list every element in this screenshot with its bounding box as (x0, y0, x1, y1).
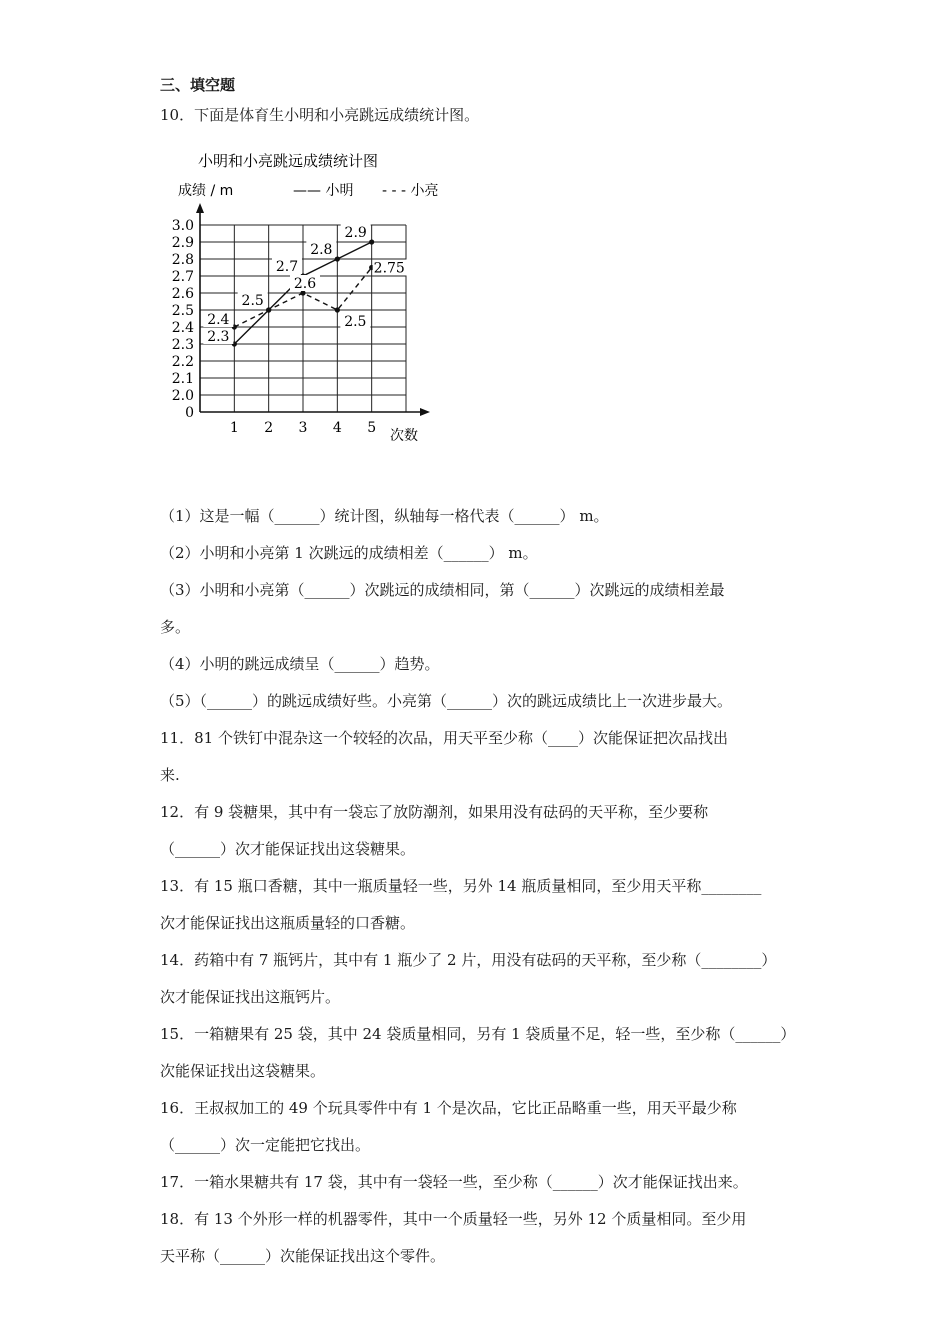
question-18-cont: 天平称（______）次能保证找出这个零件。 (160, 1247, 446, 1265)
question-10-4: （4）小明的跳远成绩呈（______）趋势。 (160, 655, 440, 673)
x-tick-label: 2 (264, 420, 274, 436)
question-18: 18．有 13 个外形一样的机器零件，其中一个质量轻一些，另外 12 个质量相同。至少用 (160, 1210, 747, 1228)
data-point (266, 307, 271, 312)
question-17: 17．一箱水果糖共有 17 袋，其中有一袋轻一些，至少称（______）次才能保证找出来。 (160, 1173, 748, 1191)
question-10-3-cont: 多。 (160, 618, 191, 636)
data-label: 2.3 (207, 329, 230, 345)
question-12-cont: （______）次才能保证找出这袋糖果。 (160, 840, 416, 858)
chart-title: 小明和小亮跳远成绩统计图 (197, 152, 379, 170)
y-tick-label: 2.1 (171, 371, 194, 387)
x-axis-arrow (420, 408, 430, 416)
chart-x-label: 次数 (390, 428, 418, 444)
y-axis-arrow (196, 203, 204, 213)
chart-legend-solid: —— 小明 (293, 183, 354, 199)
section-title: 三、填空题 (160, 76, 236, 94)
x-tick-label: 3 (298, 420, 308, 436)
question-13: 13．有 15 瓶口香糖，其中一瓶质量轻一些，另外 14 瓶质量相同，至少用天平称________ (160, 877, 762, 895)
question-10-3: （3）小明和小亮第（______）次跳远的成绩相同，第（______）次跳远的成绩相差最 (160, 581, 725, 599)
data-label: 2.7 (275, 259, 299, 275)
chart-y-label: 成绩 / m (178, 183, 234, 199)
long-jump-line-chart (160, 140, 460, 460)
y-tick-label: 2.4 (171, 320, 194, 336)
question-16: 16．王叔叔加工的 49 个玩具零件中有 1 个是次品，它比正品略重一些，用天平最少称 (160, 1099, 737, 1117)
x-tick-label: 5 (367, 420, 377, 436)
data-label: 2.9 (344, 225, 367, 241)
question-11: 11．81 个铁钉中混杂这一个较轻的次品，用天平至少称（____）次能保证把次品找出 (160, 729, 728, 747)
data-label: 2.6 (293, 276, 317, 292)
y-tick-label: 0 (185, 405, 194, 421)
question-15: 15．一箱糖果有 25 袋，其中 24 袋质量相同，另有 1 袋质量不足，轻一些，至少称（______） (160, 1025, 796, 1043)
data-label: 2.8 (310, 242, 333, 258)
data-label: 2.4 (207, 312, 230, 328)
y-tick-label: 2.9 (171, 235, 194, 251)
x-tick-label: 4 (332, 420, 342, 436)
question-12: 12．有 9 袋糖果，其中有一袋忘了放防潮剂，如果用没有砝码的天平称，至少要称 (160, 803, 709, 821)
y-tick-label: 2.0 (171, 388, 194, 404)
question-11-cont: 来. (160, 766, 180, 784)
data-point (369, 239, 374, 244)
chart-legend-dashed: - - - 小亮 (382, 183, 439, 199)
question-14: 14．药箱中有 7 瓶钙片，其中有 1 瓶少了 2 片，用没有砝码的天平称，至少称（________） (160, 951, 777, 969)
question-10-5: （5）（______）的跳远成绩好些。小亮第（______）次的跳远成绩比上一次进步最大。 (160, 692, 733, 710)
question-10-1: （1）这是一幅（______）统计图，纵轴每一格代表（______） m。 (160, 507, 609, 525)
question-10-stem: 10．下面是体育生小明和小亮跳远成绩统计图。 (160, 106, 480, 124)
data-point (335, 307, 340, 312)
y-tick-label: 2.5 (171, 303, 194, 319)
data-label: 2.5 (241, 293, 264, 309)
question-14-cont: 次才能保证找出这瓶钙片。 (160, 988, 341, 1006)
data-label: 2.5 (344, 314, 367, 330)
question-10-2: （2）小明和小亮第 1 次跳远的成绩相差（______） m。 (160, 544, 538, 562)
question-13-cont: 次才能保证找出这瓶质量轻的口香糖。 (160, 914, 416, 932)
question-16-cont: （______）次一定能把它找出。 (160, 1136, 371, 1154)
y-tick-label: 2.3 (171, 337, 194, 353)
x-tick-label: 1 (229, 420, 239, 436)
y-tick-label: 2.7 (171, 269, 194, 285)
y-tick-label: 2.8 (171, 252, 194, 268)
data-point (335, 256, 340, 261)
data-label: 2.75 (373, 260, 405, 277)
y-tick-label: 3.0 (171, 218, 194, 234)
y-tick-label: 2.6 (171, 286, 194, 302)
y-tick-label: 2.2 (171, 354, 194, 370)
question-15-cont: 次能保证找出这袋糖果。 (160, 1062, 326, 1080)
